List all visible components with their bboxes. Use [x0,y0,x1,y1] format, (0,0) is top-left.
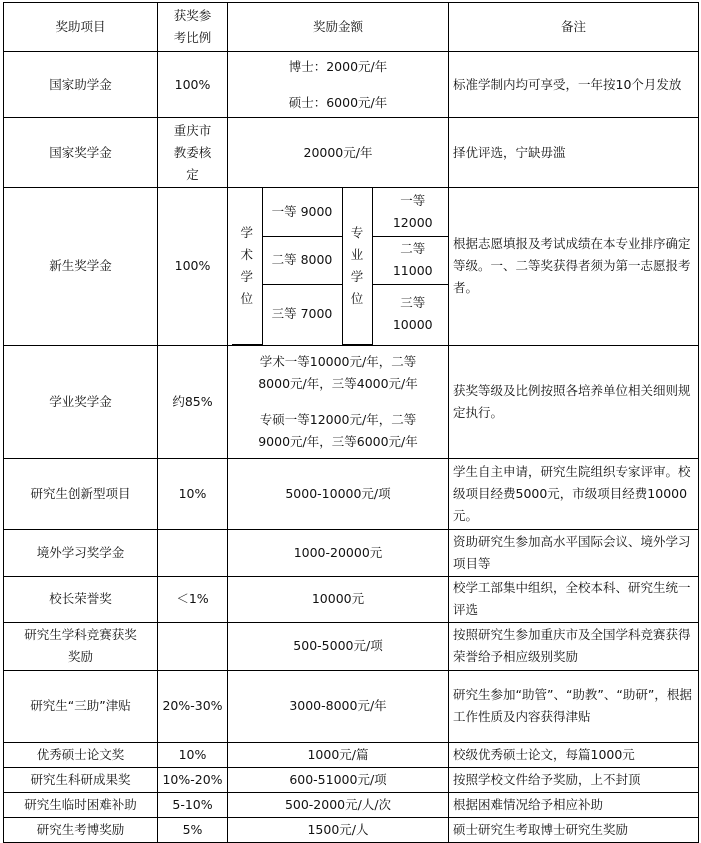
header-item: 奖助项目 [4,3,158,52]
amount-cell: 1500元/人 [228,817,449,842]
ratio-cell: 5-10% [158,792,228,817]
item-cell: 国家奖学金 [4,118,158,188]
note-cell: 资助研究生参加高水平国际会议、境外学习项目等 [449,529,699,576]
table-row [4,458,699,529]
table-row [4,576,699,622]
amount-cell: 学术一等10000元/年，二等 8000元/年，三等4000元/年 专硕一等12000元/年，二等 9000元/年，三等6000元/年 [228,345,449,458]
header-amount: 奖励金额 [228,3,449,52]
note-cell: 根据志愿填报及考试成绩在本专业排序确定等级。一、二等奖获得者须为第一志愿报考者。 [449,188,699,346]
note-cell: 研究生参加“助管”、“助教”、“助研”，根据工作性质及内容获得津贴 [449,670,699,742]
academic-second-prize: 二等 8000 [262,236,342,284]
amount-cell: 500-5000元/项 [228,622,449,670]
header-row [4,3,699,52]
amount-cell: 10000元 [228,576,449,622]
professional-second-prize: 二等 11000 [372,236,449,284]
amount-cell: 3000-8000元/年 [228,670,449,742]
item-cell: 校长荣誉奖 [4,576,158,622]
item-cell: 研究生科研成果奖 [4,767,158,792]
header-note: 备注 [449,3,699,52]
item-cell: 研究生“三助”津贴 [4,670,158,742]
amount-cell: 500-2000元/人/次 [228,792,449,817]
item-cell: 国家助学金 [4,52,158,118]
note-cell: 按照学校文件给予奖励，上不封顶 [449,767,699,792]
note-cell: 按照研究生参加重庆市及全国学科竞赛获得荣誉给予相应级别奖励 [449,622,699,670]
note-cell: 硕士研究生考取博士研究生奖励 [449,817,699,842]
ratio-cell: 10%-20% [158,767,228,792]
ratio-cell: ＜1% [158,576,228,622]
freshman-amount-subtable [232,188,449,345]
item-cell: 研究生临时困难补助 [4,792,158,817]
academic-first-prize: 一等 9000 [262,188,342,236]
header-ratio: 获奖参 考比例 [158,3,228,52]
ratio-cell: 约85% [158,345,228,458]
table-row [4,52,699,118]
amount-cell: 20000元/年 [228,118,449,188]
note-cell: 学生自主申请，研究生院组织专家评审。校级项目经费5000元，市级项目经费10000元。 [449,458,699,529]
note-cell: 获奖等级及比例按照各培养单位相关细则规定执行。 [449,345,699,458]
table-row [4,792,699,817]
table-row [4,188,699,346]
item-cell: 研究生学科竞赛获奖 奖励 [4,622,158,670]
table-row [4,622,699,670]
academic-degree-label: 学 术 学 位 [232,188,262,344]
ratio-cell: 20%-30% [158,670,228,742]
ratio-cell [158,622,228,670]
professional-first-prize: 一等 12000 [372,188,449,236]
table-row [4,742,699,767]
ratio-cell: 10% [158,742,228,767]
item-cell: 境外学习奖学金 [4,529,158,576]
ratio-cell: 10% [158,458,228,529]
ratio-cell: 100% [158,188,228,346]
ratio-cell: 5% [158,817,228,842]
amount-cell: 600-51000元/项 [228,767,449,792]
item-cell: 新生奖学金 [4,188,158,346]
note-cell: 标准学制内均可享受，一年按10个月发放 [449,52,699,118]
ratio-cell: 100% [158,52,228,118]
amount-cell: 博士：2000元/年 硕士：6000元/年 [228,52,449,118]
academic-third-prize: 三等 7000 [262,284,342,344]
item-cell: 优秀硕士论文奖 [4,742,158,767]
amount-cell [228,188,449,346]
item-cell: 研究生考博奖励 [4,817,158,842]
note-cell: 择优评选，宁缺毋滥 [449,118,699,188]
scholarship-table [3,2,699,843]
table-row [4,118,699,188]
table-row [4,529,699,576]
amount-cell: 1000-20000元 [228,529,449,576]
note-cell: 校级优秀硕士论文，每篇1000元 [449,742,699,767]
ratio-cell [158,529,228,576]
note-cell: 校学工部集中组织，全校本科、研究生统一评选 [449,576,699,622]
table-row [4,345,699,458]
note-cell: 根据困难情况给予相应补助 [449,792,699,817]
table-row [4,817,699,842]
table-row [4,670,699,742]
professional-third-prize: 三等 10000 [372,284,449,344]
amount-cell: 5000-10000元/项 [228,458,449,529]
item-cell: 研究生创新型项目 [4,458,158,529]
amount-cell: 1000元/篇 [228,742,449,767]
professional-degree-label: 专 业 学 位 [342,188,372,344]
ratio-cell: 重庆市 教委核 定 [158,118,228,188]
table-row [4,767,699,792]
item-cell: 学业奖学金 [4,345,158,458]
